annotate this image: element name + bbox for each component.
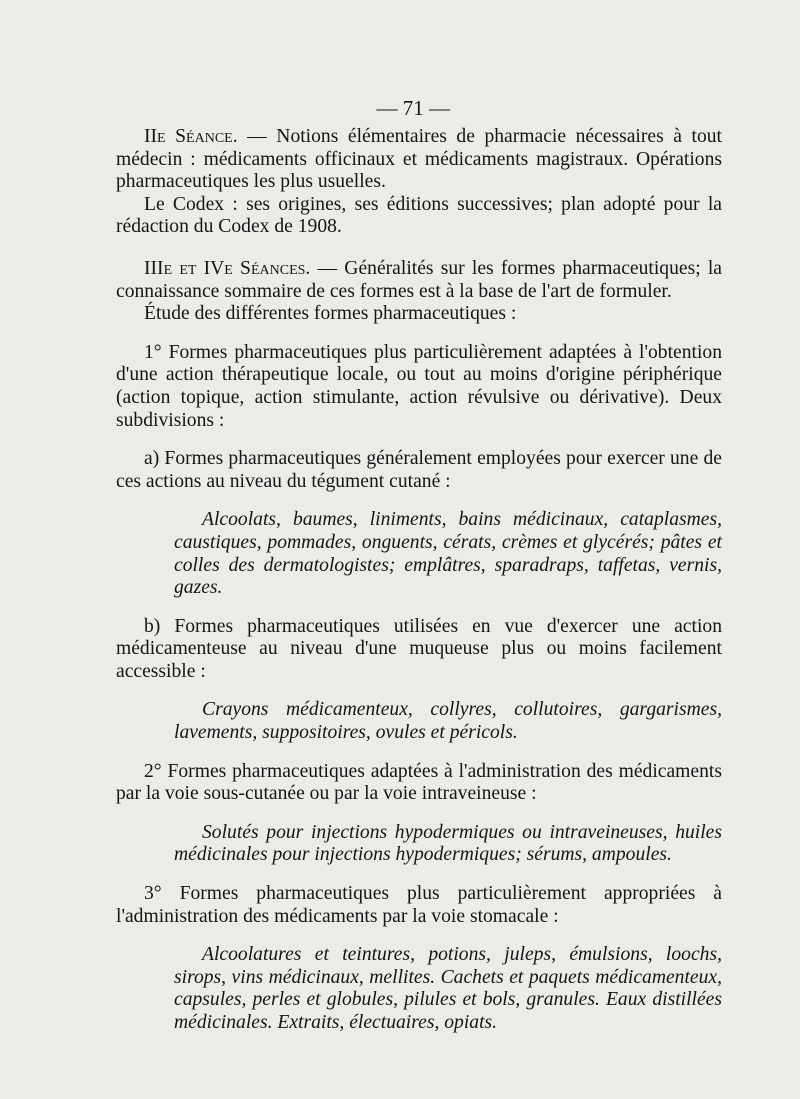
item-2-list: Solutés pour injections hypodermiques ou intraveineuses, huiles médicinales pour injections hypodermiques; sérums, ampoules. xyxy=(174,821,722,866)
session-2-text: — Notions élémentaires de pharmacie nécessaires à tout médecin : médicaments officinaux et médicaments magistraux. Opérations pharmaceutiques les plus usuelles. xyxy=(116,126,722,193)
item-1a-list: Alcoolats, baumes, liniments, bains médicinaux, cataplasmes, caustiques, pommades, onguents, cérats, crèmes et glycérés; pâtes et colles des dermatologistes; emplâtres, sparadraps, taffetas, vernis, gazes. xyxy=(174,509,722,599)
page-number: — 71 — xyxy=(376,96,450,120)
body-text xyxy=(116,126,722,1035)
item-3-list: Alcoolatures et teintures, potions, juleps, émulsions, loochs, sirops, vins médicinaux, mellites. Cachets et paquets médicamenteux, capsules, perles et globules, pilules et bols, granules. Eaux distillées médicinales. Extraits, électuaires, opiats. xyxy=(174,944,722,1033)
item-1b-paragraph: b) Formes pharmaceutiques utilisées en vue d'exercer une action médicamenteuse au niveau d'une muqueuse plus ou moins facilement accessible : xyxy=(116,615,722,682)
item-1a-paragraph: a) Formes pharmaceutiques généralement employées pour exercer une de ces actions au niveau du tégument cutané : xyxy=(116,448,722,492)
session-3-4-text: — Généralités sur les formes pharmaceutiques; la connaissance sommaire de ces formes est à la base de l'art de formuler. xyxy=(116,257,722,302)
item-1-paragraph: 1° Formes pharmaceutiques plus particulièrement adaptées à l'obtention d'une action thérapeutique locale, ou tout au moins d'origine périphérique (action topique, action stimulante, action révulsive ou dérivative). Deux subdivisions : xyxy=(116,341,722,431)
item-2-paragraph: 2° Formes pharmaceutiques adaptées à l'administration des médicaments par la voie sous-cutanée ou par la voie intraveineuse : xyxy=(116,760,722,805)
etude-paragraph: Étude des différentes formes pharmaceutiques : xyxy=(144,303,517,325)
session-2-paragraph xyxy=(116,126,722,194)
item-1b-list: Crayons médicamenteux, collyres, collutoires, gargarismes, lavements, suppositoires, ovules et péricols. xyxy=(174,699,722,744)
session-2-heading: IIe Séance. xyxy=(144,126,238,147)
session-3-4-paragraph xyxy=(116,258,722,303)
item-3-paragraph: 3° Formes pharmaceutiques plus particulièrement appropriées à l'administration des médicaments par la voie stomacale : xyxy=(116,883,722,927)
codex-paragraph: Le Codex : ses origines, ses éditions successives; plan adopté pour la rédaction du Codex de 1908. xyxy=(116,193,722,238)
session-3-4-heading: IIIe et IVe Séances. xyxy=(144,257,311,279)
